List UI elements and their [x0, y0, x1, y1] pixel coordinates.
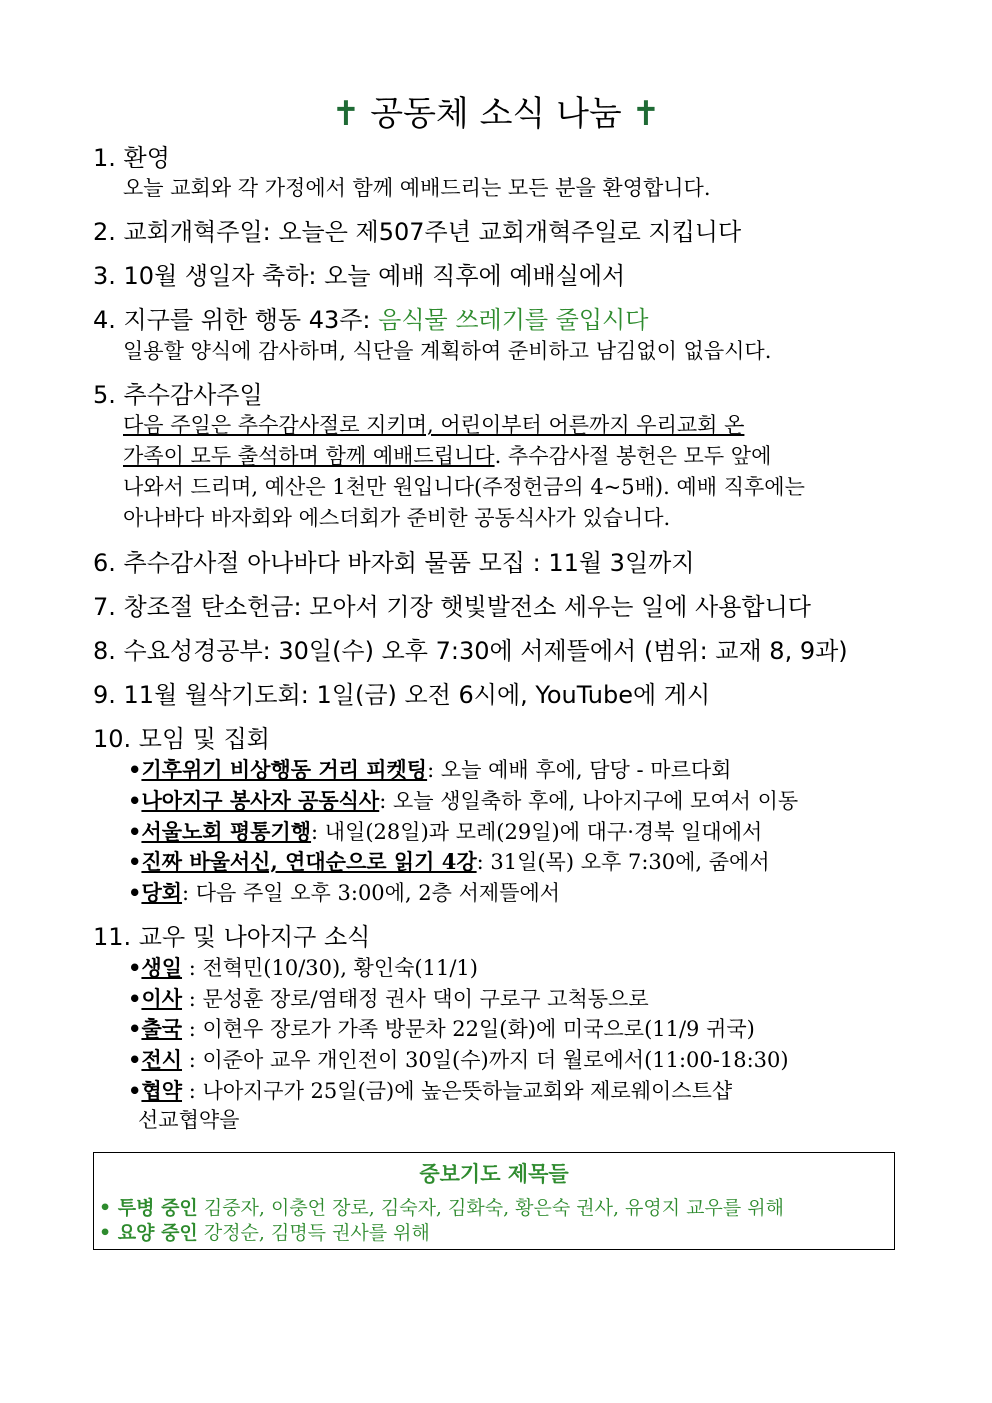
list-item: •이사 : 문성훈 장로/염태정 권사 댁이 구로구 고척동으로 [128, 986, 649, 1011]
bullet-label: 서울노회 평통기행 [141, 819, 312, 844]
cross-icon: ✝ [331, 94, 361, 134]
prayer-text: 강정순, 김명득 권사를 위해 [197, 1222, 430, 1244]
item-text [123, 441, 771, 472]
bullet-text: : 나아지구가 25일(금)에 높은뜻하늘교회와 제로웨이스트샵 [182, 1079, 733, 1103]
item-text: 일용할 양식에 감사하며, 식단을 계획하여 준비하고 남김없이 없읍시다. [123, 339, 772, 363]
item-text-underlined: 다음 주일은 추수감사절로 지키며, 어린이부터 어른까지 우리교회 온 [123, 413, 745, 437]
bullet-text: : 다음 주일 오후 3:00에, 2층 서제뜰에서 [182, 881, 561, 905]
item-text-rest: . 추수감사절 봉헌은 모두 앞에 [494, 444, 772, 468]
bullet-text: : 이현우 장로가 가족 방문차 22일(화)에 미국으로(11/9 귀국) [182, 1017, 755, 1041]
bullet-label: 생일 [141, 955, 183, 980]
prayer-title: 중보기도 제목들 [419, 1162, 569, 1186]
item-heading [93, 305, 648, 335]
bullet-label: 진짜 바울서신, 연대순으로 읽기 4강 [141, 849, 477, 874]
bullet-label: 출국 [141, 1016, 183, 1041]
item-text: 오늘 교회와 각 가정에서 함께 예배드리는 모든 분을 환영합니다. [123, 176, 711, 200]
list-item: •전시 : 이준아 교우 개인전이 30일(수)까지 더 월로에서(11:00-18:30) [128, 1047, 789, 1072]
list-item-continuation: 선교협약을 [138, 1108, 240, 1132]
item-heading: 10. 모임 및 집회 [93, 725, 270, 753]
bullet-label: 이사 [141, 986, 183, 1011]
item-text: 나와서 드리며, 예산은 1천만 원입니다(주정헌금의 4~5배). 예배 직후에는 [123, 475, 805, 499]
list-item: •출국 : 이현우 장로가 가족 방문차 22일(화)에 미국으로(11/9 귀국) [128, 1016, 755, 1041]
list-item: •서울노회 평통기행: 내일(28일)과 모레(29일)에 대구·경북 일대에서 [128, 819, 763, 844]
list-item: •협약 : 나아지구가 25일(금)에 높은뜻하늘교회와 제로웨이스트샵 [128, 1078, 733, 1103]
highlight-text: 음식물 쓰레기를 줄입시다 [378, 306, 649, 334]
bullet-text: : 전혁민(10/30), 황인숙(11/1) [182, 956, 478, 980]
bullet-text: : 오늘 생일축하 후에, 나아지구에 모여서 이동 [379, 789, 799, 813]
page-title-text: 공동체 소식 나눔 [370, 94, 622, 134]
prayer-box [93, 1152, 895, 1250]
bullet-text: : 내일(28일)과 모레(29일)에 대구·경북 일대에서 [311, 820, 763, 844]
list-item: •기후위기 비상행동 거리 피켓팅: 오늘 예배 후에, 담당 - 마르다회 [128, 757, 732, 782]
item-heading: 5. 추수감사주일 [93, 381, 263, 409]
list-item: •당회: 다음 주일 오후 3:00에, 2층 서제뜰에서 [128, 880, 561, 905]
prayer-label: • 요양 중인 [99, 1222, 198, 1244]
list-item: •생일 : 전혁민(10/30), 황인숙(11/1) [128, 955, 478, 980]
item-heading-text: 4. 지구를 위한 행동 43주: [93, 306, 379, 334]
prayer-line [99, 1195, 784, 1221]
item-heading: 1. 환영 [93, 144, 170, 172]
bullet-label: 전시 [141, 1047, 183, 1072]
prayer-text: 김중자, 이충언 장로, 김숙자, 김화숙, 황은숙 권사, 유영지 교우를 위해 [197, 1197, 784, 1219]
bullet-label: 당회 [141, 880, 183, 905]
item-heading: 11. 교우 및 나아지구 소식 [93, 923, 371, 951]
item-heading: 2. 교회개혁주일: 오늘은 제507주년 교회개혁주일로 지킵니다 [93, 218, 742, 246]
item-heading: 8. 수요성경공부: 30일(수) 오후 7:30에 서제뜰에서 (범위: 교재 8, 9과) [93, 637, 848, 665]
bullet-label: 기후위기 비상행동 거리 피켓팅 [141, 757, 428, 782]
prayer-line [99, 1220, 430, 1246]
item-heading: 3. 10월 생일자 축하: 오늘 예배 직후에 예배실에서 [93, 262, 626, 290]
bullet-text: : 31일(목) 오후 7:30에, 줌에서 [476, 850, 770, 874]
prayer-label: • 투병 중인 [99, 1197, 198, 1219]
item-heading: 6. 추수감사절 아나바다 바자회 물품 모집 : 11월 3일까지 [93, 549, 695, 577]
bullet-text: : 문성훈 장로/염태정 권사 댁이 구로구 고척동으로 [182, 987, 649, 1011]
item-heading: 9. 11월 월삭기도회: 1일(금) 오전 6시에, YouTube에 게시 [93, 681, 711, 709]
item-text: 아나바다 바자회와 에스더회가 준비한 공동식사가 있습니다. [123, 506, 671, 530]
item-heading: 7. 창조절 탄소헌금: 모아서 기장 햇빛발전소 세우는 일에 사용합니다 [93, 593, 811, 621]
bullet-label: 협약 [141, 1078, 183, 1103]
cross-icon: ✝ [631, 94, 661, 134]
page-title [0, 90, 992, 138]
bullet-label: 나아지구 봉사자 공동식사 [141, 788, 380, 813]
list-item: •진짜 바울서신, 연대순으로 읽기 4강: 31일(목) 오후 7:30에, 줌에서 [128, 849, 770, 874]
bullet-text: : 오늘 예배 후에, 담당 - 마르다회 [427, 758, 732, 782]
bullet-text: : 이준아 교우 개인전이 30일(수)까지 더 월로에서(11:00-18:30) [182, 1048, 789, 1072]
list-item: •나아지구 봉사자 공동식사: 오늘 생일축하 후에, 나아지구에 모여서 이동 [128, 788, 799, 813]
item-text-underlined: 가족이 모두 출석하며 함께 예배드립니다 [123, 444, 495, 468]
